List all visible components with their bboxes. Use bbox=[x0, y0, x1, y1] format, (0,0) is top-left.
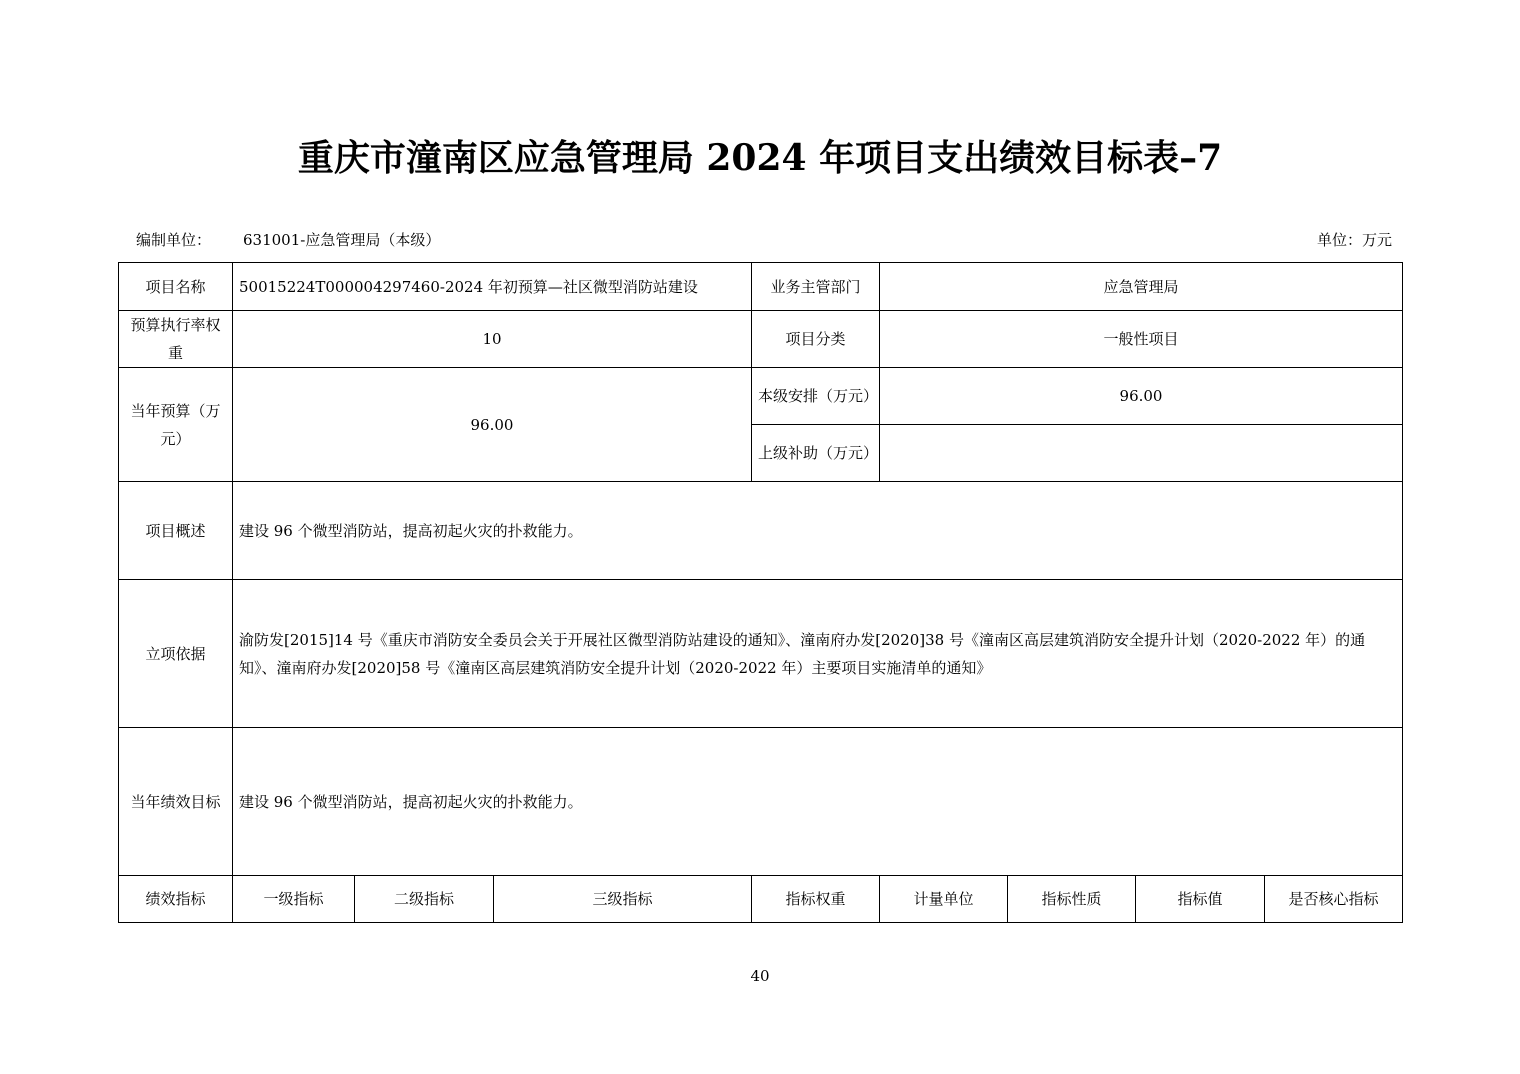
summary-label: 项目概述 bbox=[119, 482, 233, 580]
basis-value: 渝防发[2015]14 号《重庆市消防安全委员会关于开展社区微型消防站建设的通知》、潼南府办发[2020]38 号《潼南区高层建筑消防安全提升计划（2020-2022 年）的通知》、潼南府办发[2020]58 号《潼南区高层建筑消防安全提升计划（2020-2022 年）主要项目实施清单的通知》 bbox=[233, 580, 1403, 728]
project-name-label: 项目名称 bbox=[119, 263, 233, 311]
indicator-col-level3: 三级指标 bbox=[494, 876, 752, 923]
table-row bbox=[119, 368, 1403, 425]
category-value: 一般性项目 bbox=[880, 311, 1403, 368]
project-name-value: 50015224T000004297460-2024 年初预算—社区微型消防站建设 bbox=[233, 263, 752, 311]
table-row bbox=[119, 482, 1403, 580]
summary-value: 建设 96 个微型消防站，提高初起火灾的扑救能力。 bbox=[233, 482, 1403, 580]
goal-value: 建设 96 个微型消防站，提高初起火灾的扑救能力。 bbox=[233, 728, 1403, 876]
performance-target-table bbox=[118, 262, 1403, 923]
currency-unit: 单位：万元 bbox=[1316, 231, 1392, 249]
table-row bbox=[119, 580, 1403, 728]
goal-label: 当年绩效目标 bbox=[119, 728, 233, 876]
indicator-col-core: 是否核心指标 bbox=[1265, 876, 1403, 923]
basis-label: 立项依据 bbox=[119, 580, 233, 728]
indicator-col-weight: 指标权重 bbox=[752, 876, 880, 923]
indicator-col-nature: 指标性质 bbox=[1008, 876, 1136, 923]
indicator-col-level1: 一级指标 bbox=[233, 876, 355, 923]
table-row bbox=[119, 311, 1403, 368]
local-allocation-value: 96.00 bbox=[880, 368, 1403, 425]
category-label: 项目分类 bbox=[752, 311, 880, 368]
dept-value: 应急管理局 bbox=[880, 263, 1403, 311]
indicator-col-unit: 计量单位 bbox=[880, 876, 1008, 923]
upper-subsidy-label: 上级补助（万元） bbox=[752, 425, 880, 482]
page-title: 重庆市潼南区应急管理局 2024 年项目支出绩效目标表–7 bbox=[297, 137, 1223, 179]
compiling-unit-value: 631001-应急管理局（本级） bbox=[243, 231, 441, 249]
indicator-col-value: 指标值 bbox=[1136, 876, 1265, 923]
table-row bbox=[119, 728, 1403, 876]
upper-subsidy-value bbox=[880, 425, 1403, 482]
dept-label: 业务主管部门 bbox=[752, 263, 880, 311]
indicator-label: 绩效指标 bbox=[119, 876, 233, 923]
table-row bbox=[119, 263, 1403, 311]
exec-rate-value: 10 bbox=[233, 311, 752, 368]
indicator-header-row bbox=[119, 876, 1403, 923]
budget-label: 当年预算（万元） bbox=[119, 368, 233, 482]
local-allocation-label: 本级安排（万元） bbox=[752, 368, 880, 425]
page-number: 40 bbox=[750, 967, 770, 985]
exec-rate-label: 预算执行率权重 bbox=[119, 311, 233, 368]
budget-value: 96.00 bbox=[233, 368, 752, 482]
indicator-col-level2: 二级指标 bbox=[355, 876, 494, 923]
compiling-unit-label: 编制单位： bbox=[136, 231, 212, 249]
